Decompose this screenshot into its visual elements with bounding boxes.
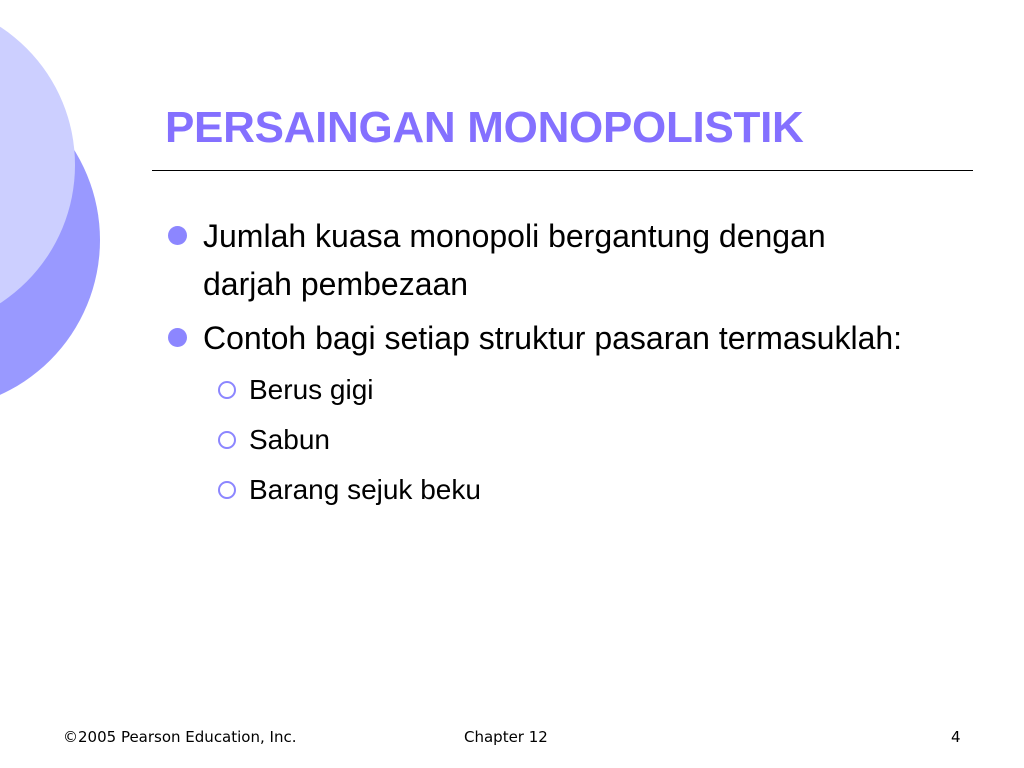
footer-page-number: 4 [951,728,961,746]
slide-body [165,212,905,520]
footer-copyright: ©2005 Pearson Education, Inc. [63,728,297,746]
sub-bullet-item [165,370,905,410]
footer-chapter: Chapter 12 [464,728,548,746]
filled-circle-bullet-icon [168,328,187,347]
hollow-circle-bullet-icon [218,431,236,449]
bullet-item [165,212,905,308]
sub-bullet-item [165,420,905,460]
hollow-circle-bullet-icon [218,381,236,399]
hollow-circle-bullet-icon [218,481,236,499]
slide-title: PERSAINGAN MONOPOLISTIK [165,103,804,152]
sub-bullet-text: Berus gigi [249,374,374,405]
sub-bullet-item [165,470,905,510]
bullet-text: Contoh bagi setiap struktur pasaran termasuklah: [203,320,903,356]
title-divider [152,170,973,171]
bullet-item [165,314,905,362]
filled-circle-bullet-icon [168,226,187,245]
decorative-circles [0,0,120,420]
sub-bullet-text: Barang sejuk beku [249,474,481,505]
bullet-text: Jumlah kuasa monopoli bergantung dengan darjah pembezaan [203,218,826,302]
sub-bullet-text: Sabun [249,424,330,455]
